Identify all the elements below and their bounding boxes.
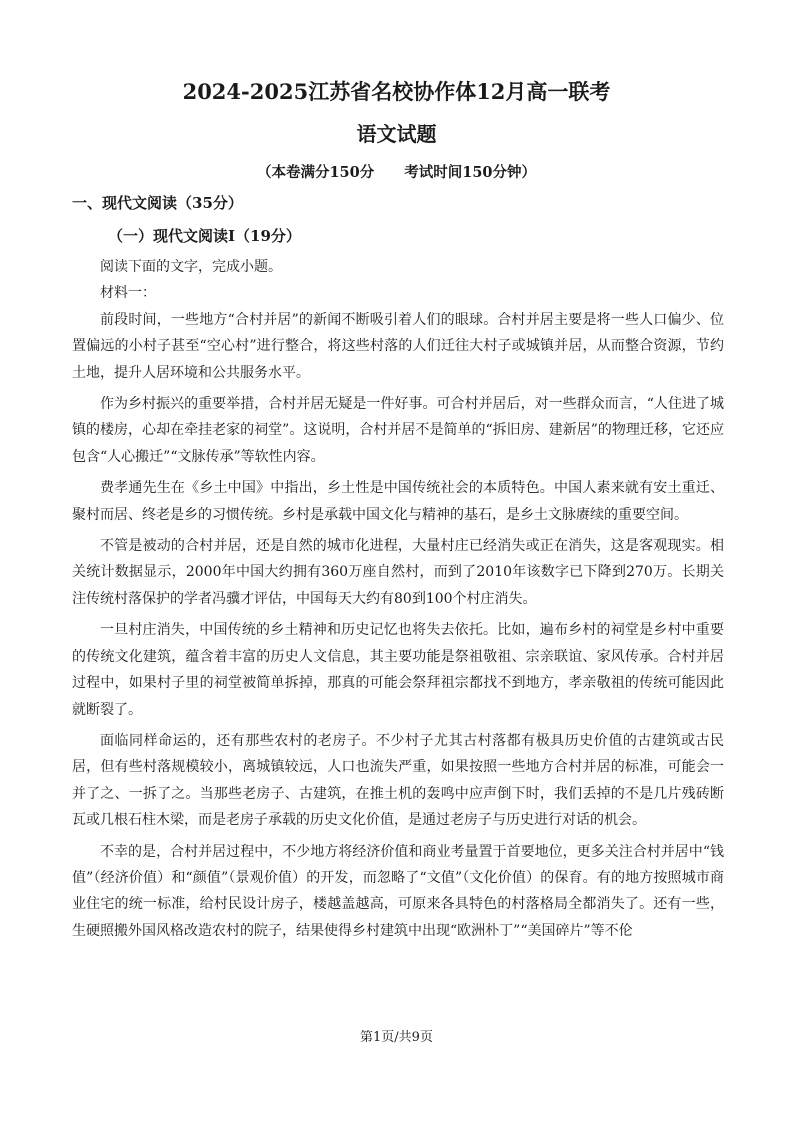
paragraph: 面临同样命运的，还有那些农村的老房子。不少村子尤其古村落都有极具历史价值的古建筑或古民居，但有些村落规模较小，离城镇较远，人口也流失严重，如果按照一些地方合村并居的标准，可能会一并了之、一拆了之。当那些老房子、古建筑，在推土机的轰鸣中应声倒下时，我们丢掉的不是几片残砖断瓦或几根石柱木梁，而是老房子承载的历史文化价值，是通过老房子与历史进行对话的机会。 <box>72 732 724 829</box>
material-label: 材料一： <box>100 285 156 302</box>
full-score-label: （本卷满分150分 <box>256 164 375 181</box>
paragraph: 费孝通先生在《乡土中国》中指出，乡土性是中国传统社会的本质特色。中国人素来就有安土重迁、聚村而居、终老是乡的习惯传统。乡村是承载中国文化与精神的基石，是乡土文脉赓续的重要空间。 <box>72 480 724 523</box>
reading-passage <box>72 254 724 944</box>
paragraph: 作为乡村振兴的重要举措，合村并居无疑是一件好事。可合村并居后，对一些群众而言，“人住进了城镇的楼房，心却在牵挂老家的祠堂”。这说明，合村并居不是简单的“拆旧房、建新居”的物理迁移，它还应包含“人心搬迁”“文脉传承”等软性内容。 <box>72 396 724 465</box>
exam-time-label: 考试时间150分钟） <box>404 164 537 181</box>
subsection-heading: （一）现代文阅读Ⅰ（19分） <box>108 227 301 245</box>
exam-info <box>0 161 793 182</box>
section-heading: 一、现代文阅读（35分） <box>72 194 243 212</box>
paragraph: 一旦村庄消失，中国传统的乡土精神和历史记忆也将失去依托。比如，遍布乡村的祠堂是乡村中重要的传统文化建筑，蕴含着丰富的历史人文信息，其主要功能是祭祖敬祖、宗亲联谊、家风传承。合村并居过程中，如果村子里的祠堂被简单拆掉，那真的可能会祭拜祖宗都找不到地方，孝亲敬祖的传统可能因此就断裂了。 <box>72 622 724 718</box>
instruction-text: 阅读下面的文字，完成小题。 <box>100 259 282 275</box>
paragraph: 不管是被动的合村并居，还是自然的城市化进程，大量村庄已经消失或正在消失，这是客观现实。相关统计数据显示，2000年中国大约拥有360万座自然村，而到了2010年该数字已下降到270万。长期关注传统村落保护的学者冯骥才评估，中国每天大约有80到100个村庄消失。 <box>72 538 724 607</box>
page-indicator: 第1页/共9页 <box>360 1030 433 1045</box>
exam-subject-title: 语文试题 <box>356 122 437 146</box>
exam-title: 2024-2025江苏省名校协作体12月高一联考 <box>182 79 611 104</box>
paragraph: 不幸的是，合村并居过程中，不少地方将经济价值和商业考量置于首要地位，更多关注合村并居中“钱值”（经济价值）和“颜值”（景观价值）的开发，而忽略了“文值”（文化价值）的保育。有的地方按照城市商业住宅的统一标准，给村民设计房子，楼越盖越高，可原来各具特色的村落格局全都消失了。还有一些，生硬照搬外国风格改造农村的院子，结果使得乡村建筑中出现“欧洲朴丁”“美国碎片”等不伦 <box>72 843 724 939</box>
paragraph: 前段时间，一些地方“合村并居”的新闻不断吸引着人们的眼球。合村并居主要是将一些人口偏少、位置偏远的小村子甚至“空心村”进行整合，将这些村落的人们迁往大村子或城镇并居，从而整合资源，节约土地，提升人居环境和公共服务水平。 <box>72 311 724 381</box>
